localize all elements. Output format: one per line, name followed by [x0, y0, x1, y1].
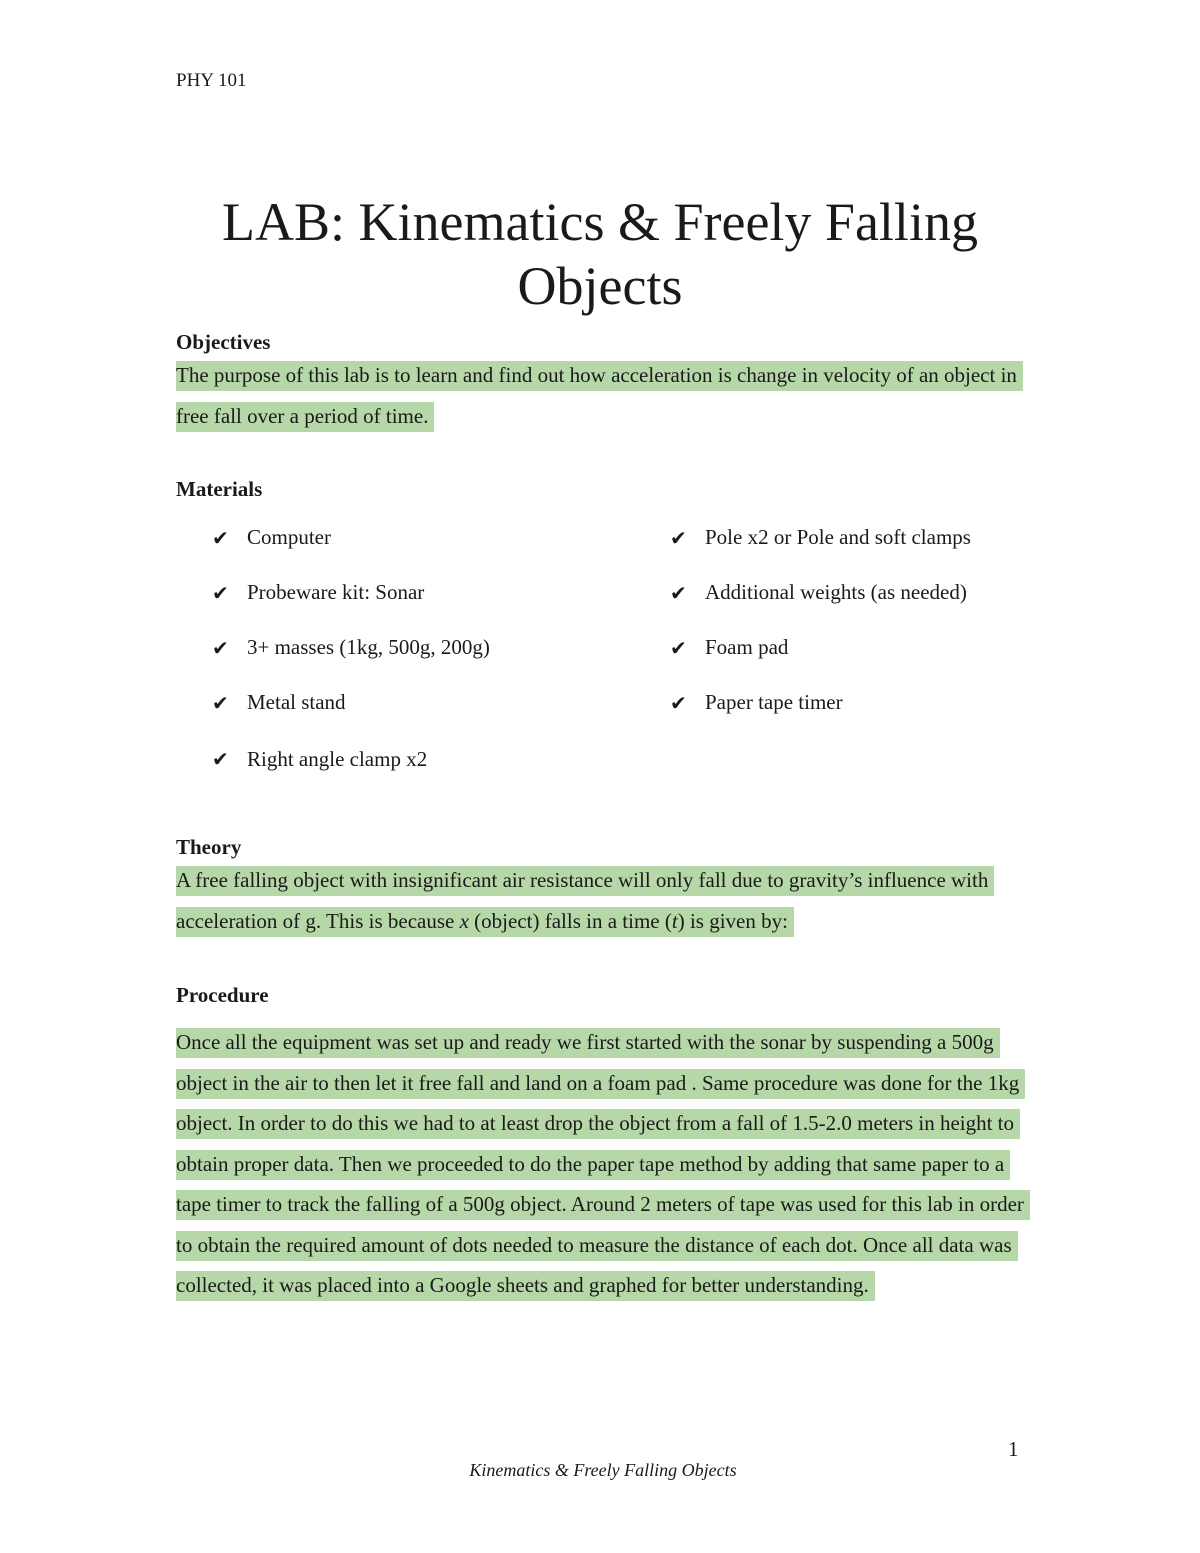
material-item	[212, 565, 670, 620]
objectives-paragraph	[176, 355, 1026, 436]
procedure-section	[176, 982, 1028, 1306]
check-icon: ✔	[670, 525, 687, 550]
material-label: Pole x2 or Pole and soft clamps	[705, 525, 971, 549]
material-label: Right angle clamp x2	[247, 746, 428, 771]
procedure-text: Once all the equipment was set up and ready we first started with the sonar by suspending a 500g object in the air to then let it free fall and land on a foam pad . Same procedure was done for the 1kg object. In order to do this we had to at least drop the object from a fall of 1.5-2.0 meters in height to obtain proper data. Then we proceeded to do the paper tape method by adding that same paper to a tape timer to track the falling of a 500g object. Around 2 meters of tape was used for this lab in order to obtain the required amount of dots needed to measure the distance of each dot. Once all data was collected, it was placed into a Google sheets and graphed for better understanding.	[176, 1028, 1030, 1301]
objectives-heading: Objectives	[176, 330, 271, 354]
procedure-heading: Procedure	[176, 983, 269, 1007]
theory-text	[176, 866, 994, 937]
material-item	[212, 620, 670, 675]
theory-section	[176, 834, 1026, 941]
check-icon: ✔	[212, 525, 229, 550]
check-icon: ✔	[212, 747, 229, 771]
material-label: 3+ masses (1kg, 500g, 200g)	[247, 635, 490, 659]
check-icon: ✔	[670, 580, 687, 605]
materials-heading: Materials	[176, 477, 263, 501]
material-label: Foam pad	[705, 635, 789, 659]
check-icon: ✔	[212, 635, 229, 660]
material-label: Additional weights (as needed)	[705, 580, 967, 604]
materials-section	[176, 476, 1026, 502]
material-label: Computer	[247, 525, 331, 549]
variable-x: x	[459, 908, 469, 933]
header-course-code: PHY 101	[176, 70, 247, 91]
page-number: 1	[1008, 1437, 1019, 1461]
material-label: Probeware kit: Sonar	[247, 580, 425, 604]
check-icon: ✔	[670, 635, 687, 660]
material-item	[670, 565, 1042, 620]
variable-t: t	[671, 908, 678, 933]
check-icon: ✔	[212, 690, 229, 715]
material-item	[670, 675, 1042, 730]
theory-heading: Theory	[176, 835, 242, 859]
page-title: LAB: Kinematics & Freely Falling Objects	[222, 192, 978, 316]
material-item	[212, 675, 670, 730]
theory-text-part: ) is given by:	[677, 908, 788, 933]
theory-text-part: (object) falls in a time (	[468, 908, 672, 933]
objectives-section	[176, 329, 1026, 436]
materials-list	[212, 510, 1042, 788]
theory-paragraph	[176, 860, 1026, 941]
material-item	[670, 510, 1042, 565]
material-item	[670, 620, 1042, 675]
procedure-paragraph	[176, 1022, 1028, 1306]
check-icon: ✔	[212, 580, 229, 605]
material-item	[212, 510, 670, 565]
footer-running-title: Kinematics & Freely Falling Objects	[469, 1460, 737, 1480]
theory-text-part: A free falling object with insignificant air resistance will only fall due to gravity’s influence with acceleration of g. This is because	[176, 868, 989, 933]
objectives-text: The purpose of this lab is to learn and find out how acceleration is change in velocity of an object in free fall over a period of time.	[176, 361, 1023, 432]
material-item	[212, 730, 670, 788]
material-label: Metal stand	[247, 690, 346, 714]
check-icon: ✔	[670, 690, 687, 715]
material-label: Paper tape timer	[705, 690, 843, 714]
